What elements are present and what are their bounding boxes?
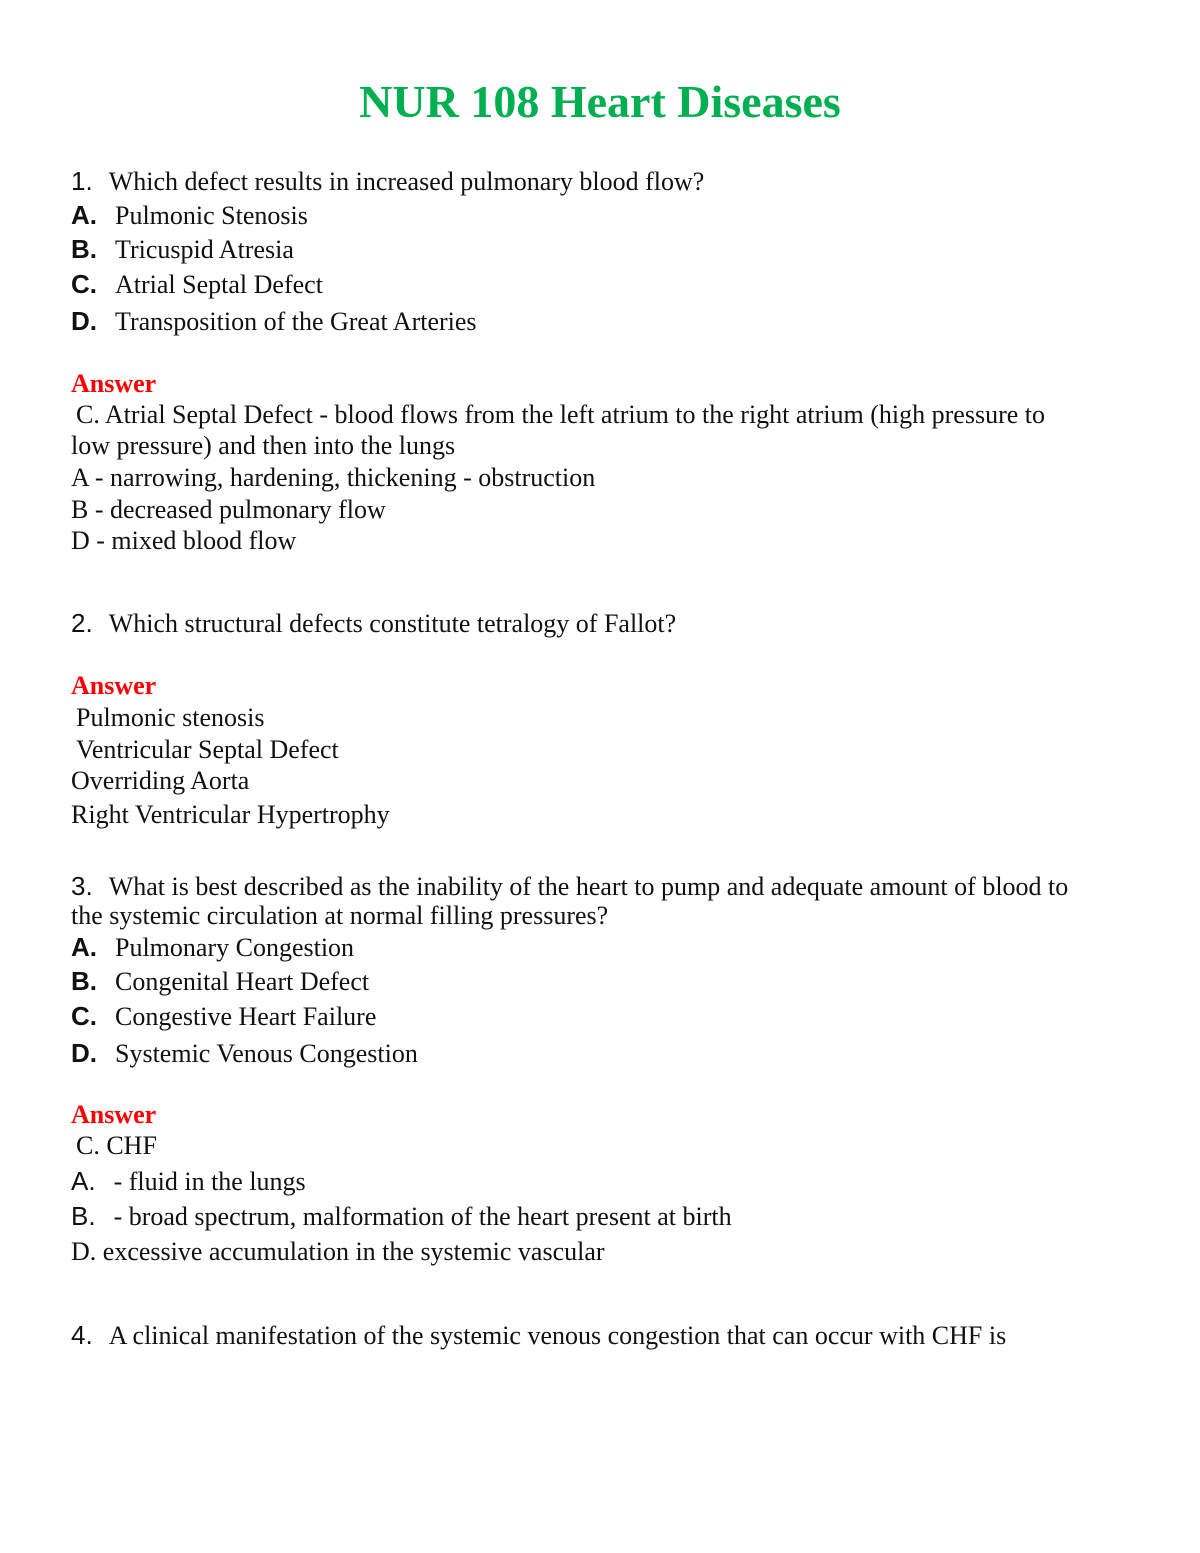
- option-text: Congenital Heart Defect: [115, 967, 370, 996]
- option-text: Pulmonic Stenosis: [115, 201, 308, 230]
- question-4: [71, 1319, 1006, 1352]
- option-letter: B.: [71, 1201, 96, 1231]
- answer-line: C. Atrial Septal Defect - blood flows from the left atrium to the right atrium (high pressure to: [76, 400, 1045, 429]
- answer-line: [71, 1200, 732, 1233]
- answer-line: A - narrowing, hardening, thickening - obstruction: [71, 463, 596, 492]
- answer-text: - broad spectrum, malformation of the heart present at birth: [113, 1202, 732, 1231]
- answer-line: Right Ventricular Hypertrophy: [71, 800, 390, 829]
- question-number: 3.: [71, 871, 93, 901]
- option-letter: B.: [71, 234, 97, 264]
- question-2: [71, 607, 676, 640]
- question-text: Which structural defects constitute tetralogy of Fallot?: [108, 609, 677, 638]
- question-text: What is best described as the inability of the heart to pump and adequate amount of blood to: [108, 872, 1069, 901]
- question-number: 4.: [71, 1320, 93, 1350]
- q1-option-d: [71, 305, 477, 338]
- answer-label: Answer: [71, 369, 157, 398]
- question-text-continued: the systemic circulation at normal filling pressures?: [71, 901, 609, 930]
- option-letter: D.: [71, 306, 97, 336]
- q1-option-b: [71, 233, 294, 266]
- option-text: Systemic Venous Congestion: [115, 1039, 418, 1068]
- question-text: Which defect results in increased pulmonary blood flow?: [108, 167, 705, 196]
- question-3: [71, 870, 1068, 903]
- answer-line: Ventricular Septal Defect: [76, 735, 339, 764]
- q1-option-a: [71, 199, 308, 232]
- answer-line: D - mixed blood flow: [71, 526, 297, 555]
- option-text: Pulmonary Congestion: [115, 933, 355, 962]
- option-letter: A.: [71, 200, 97, 230]
- question-number: 1.: [71, 166, 93, 196]
- answer-line: Pulmonic stenosis: [76, 703, 265, 732]
- option-letter: C.: [71, 1001, 97, 1031]
- option-letter: C.: [71, 269, 97, 299]
- answer-label: Answer: [71, 671, 157, 700]
- answer-line: [71, 1165, 306, 1198]
- q1-option-c: [71, 268, 323, 301]
- option-text: Tricuspid Atresia: [115, 235, 294, 264]
- q3-option-d: [71, 1037, 418, 1070]
- question-1: [71, 165, 704, 198]
- option-letter: B.: [71, 966, 97, 996]
- option-letter: A.: [71, 1166, 96, 1196]
- option-letter: D.: [71, 1038, 97, 1068]
- document-title: NUR 108 Heart Diseases: [359, 76, 841, 127]
- option-text: Transposition of the Great Arteries: [115, 307, 477, 336]
- option-text: Congestive Heart Failure: [115, 1002, 377, 1031]
- answer-line: B - decreased pulmonary flow: [71, 495, 386, 524]
- q3-option-c: [71, 1000, 376, 1033]
- answer-text: - fluid in the lungs: [113, 1167, 306, 1196]
- answer-line: C. CHF: [76, 1131, 157, 1160]
- option-letter: A.: [71, 932, 97, 962]
- answer-line: D. excessive accumulation in the systemic vascular: [71, 1237, 605, 1266]
- answer-line: low pressure) and then into the lungs: [71, 431, 456, 460]
- option-text: Atrial Septal Defect: [115, 270, 323, 299]
- answer-line: Overriding Aorta: [71, 766, 250, 795]
- question-text: A clinical manifestation of the systemic venous congestion that can occur with CHF is: [108, 1321, 1007, 1350]
- q3-option-a: [71, 931, 354, 964]
- q3-option-b: [71, 965, 369, 998]
- answer-label: Answer: [71, 1100, 157, 1129]
- question-number: 2.: [71, 608, 93, 638]
